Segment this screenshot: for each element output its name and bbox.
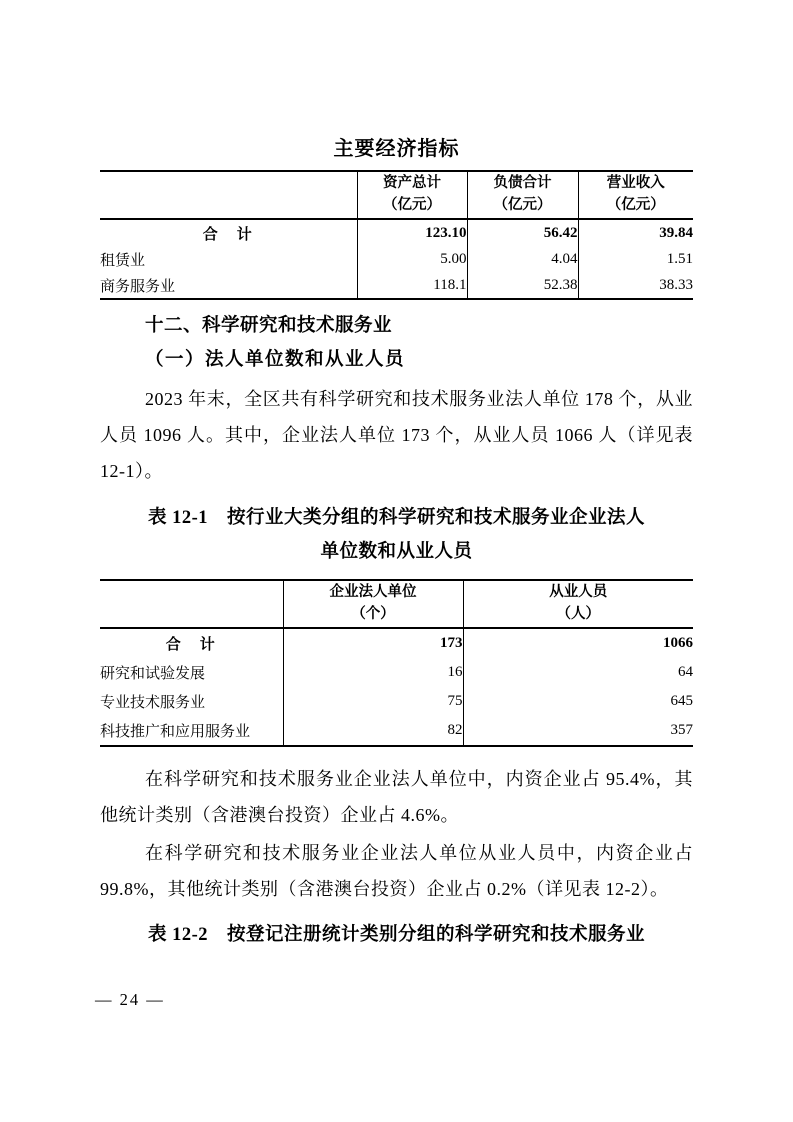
table-row bbox=[100, 246, 693, 272]
cell-value: 645 bbox=[463, 687, 693, 716]
subsection-heading: （一）法人单位数和从业人员 bbox=[145, 350, 406, 370]
main-econ-header-assets bbox=[357, 171, 467, 219]
section-heading: 十二、科学研究和技术服务业 bbox=[145, 314, 393, 335]
main-econ-header-row bbox=[100, 171, 693, 219]
main-econ-header-liabilities bbox=[467, 171, 578, 219]
cell-value: 1.51 bbox=[578, 246, 693, 272]
row-label: 科技推广和应用服务业 bbox=[100, 723, 251, 740]
table-12-1-caption-line1: 表 12-1 按行业大类分组的科学研究和技术服务业企业法人 bbox=[147, 508, 646, 528]
header-unit: （人） bbox=[556, 605, 600, 622]
cell-value: 357 bbox=[463, 716, 693, 746]
row-label: 专业技术服务业 bbox=[100, 694, 206, 711]
table-row bbox=[100, 687, 693, 716]
cell-value: 16 bbox=[283, 658, 463, 687]
cell-value: 4.04 bbox=[467, 246, 578, 272]
row-label: 合 计 bbox=[202, 226, 254, 243]
row-label: 租赁业 bbox=[100, 252, 146, 269]
table-row-total bbox=[100, 628, 693, 658]
main-econ-table-title: 主要经济指标 bbox=[333, 138, 460, 160]
main-econ-table bbox=[100, 170, 693, 300]
cell-value: 38.33 bbox=[578, 272, 693, 299]
header-text: 营业收入 bbox=[606, 175, 665, 192]
table-row-total bbox=[100, 219, 693, 246]
cell-value: 56.42 bbox=[467, 219, 578, 246]
table-12-2-caption: 表 12-2 按登记注册统计类别分组的科学研究和技术服务业 bbox=[147, 924, 646, 945]
cell-value: 123.10 bbox=[357, 219, 467, 246]
table-12-1-header-row bbox=[100, 580, 693, 628]
cell-value: 5.00 bbox=[357, 246, 467, 272]
page-number: — 24 — bbox=[95, 990, 165, 1009]
table-row bbox=[100, 716, 693, 746]
row-label: 合 计 bbox=[165, 636, 217, 653]
cell-value: 39.84 bbox=[578, 219, 693, 246]
paragraph-domestic-employees: 在科学研究和技术服务业企业法人单位从业人员中，内资企业占 99.8%，其他统计类别（含港澳台投资）企业占 0.2%（详见表 12-2）。 bbox=[100, 842, 693, 899]
cell-value: 1066 bbox=[463, 628, 693, 658]
table-12-1-caption-line2: 单位数和从业人员 bbox=[320, 542, 473, 562]
header-unit: （亿元） bbox=[493, 197, 552, 213]
header-text: 从业人员 bbox=[549, 584, 608, 600]
table-row bbox=[100, 272, 693, 299]
header-unit: （亿元） bbox=[383, 197, 441, 213]
cell-value: 173 bbox=[283, 628, 463, 658]
header-unit: （亿元） bbox=[606, 197, 665, 213]
main-econ-header-revenue bbox=[578, 171, 693, 219]
cell-value: 64 bbox=[463, 658, 693, 687]
row-label: 商务服务业 bbox=[100, 278, 176, 295]
table-12-1-caption bbox=[100, 501, 693, 569]
cell-value: 82 bbox=[283, 716, 463, 746]
table-12-1 bbox=[100, 579, 693, 747]
cell-value: 52.38 bbox=[467, 272, 578, 299]
paragraph-domestic-units: 在科学研究和技术服务业企业法人单位中，内资企业占 95.4%，其他统计类别（含港澳台投资）企业占 4.6%。 bbox=[100, 768, 693, 825]
cell-value: 75 bbox=[283, 687, 463, 716]
table-row bbox=[100, 658, 693, 687]
header-text: 企业法人单位 bbox=[329, 584, 417, 600]
header-unit: （个） bbox=[351, 605, 395, 622]
table-12-1-header-enterprises bbox=[283, 580, 463, 628]
table-12-1-header-employees bbox=[463, 580, 693, 628]
cell-value: 118.1 bbox=[357, 272, 467, 299]
header-text: 负债合计 bbox=[493, 175, 552, 192]
paragraph-units-employees: 2023 年末，全区共有科学研究和技术服务业法人单位 178 个，从业人员 1096 人。其中，企业法人单位 173 个，从业人员 1066 人（详见表 12-1）。 bbox=[100, 389, 693, 481]
main-econ-header-blank bbox=[100, 171, 357, 219]
page-content bbox=[100, 0, 693, 950]
row-label: 研究和试验发展 bbox=[100, 665, 206, 682]
header-text: 资产总计 bbox=[383, 175, 441, 192]
table-12-1-header-blank bbox=[100, 580, 283, 628]
